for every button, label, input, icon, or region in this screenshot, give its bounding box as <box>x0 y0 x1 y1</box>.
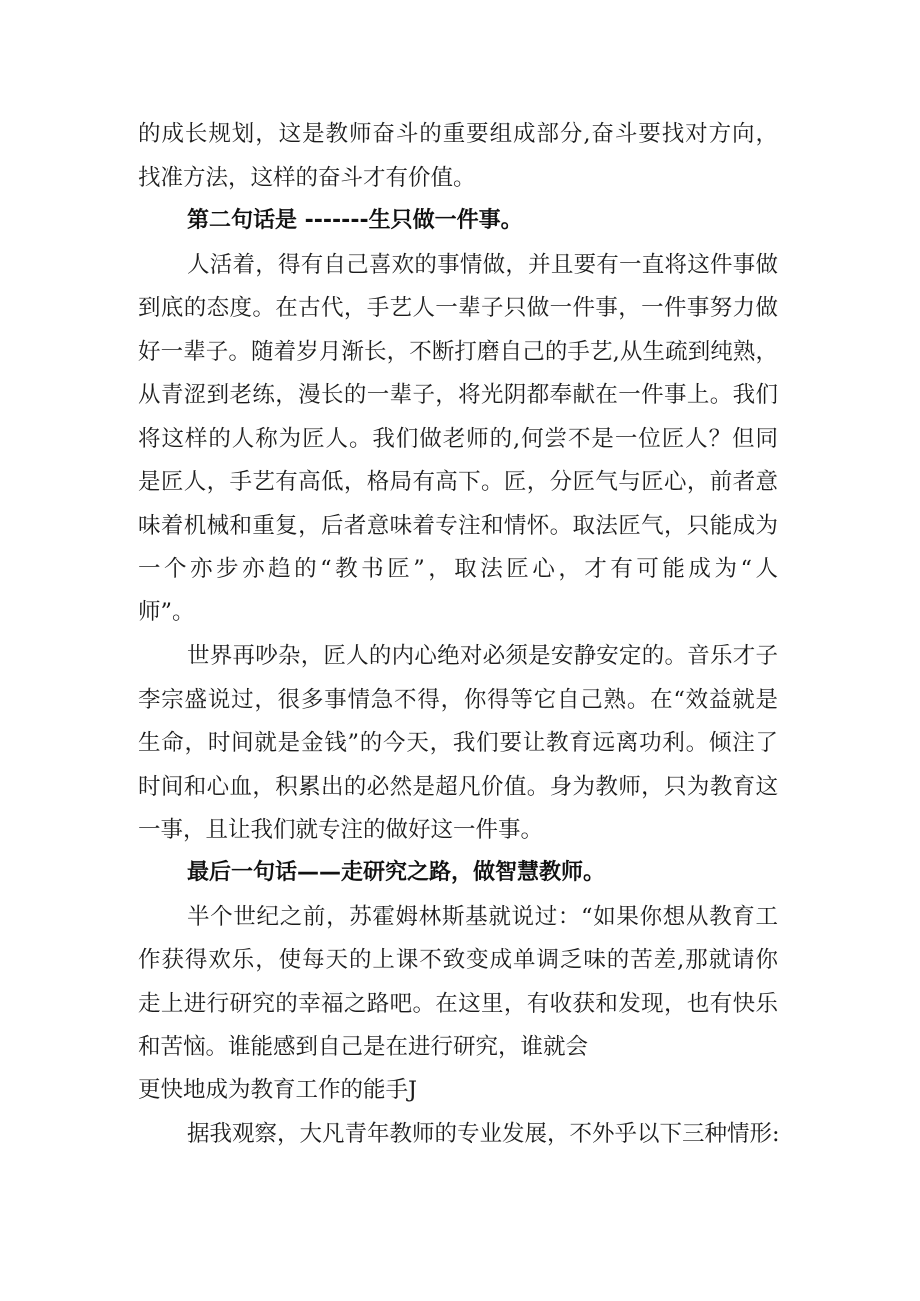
paragraph-line: 据我观察，大凡青年教师的专业发展，不外乎以下三种情形: <box>187 1121 780 1147</box>
paragraph-line: 从青涩到老练，漫长的一辈子，将光阴都奉献在一件事上。我们 <box>138 382 778 408</box>
paragraph-line: 将这样的人称为匠人。我们做老师的,何尝不是一位匠人？但同 <box>138 426 778 452</box>
paragraph-line: 世界再吵杂，匠人的内心绝对必须是安静安定的。音乐才子 <box>187 643 778 669</box>
paragraph-line: 一个亦步亦趋的“教书匠”，取法匠心，才有可能成为“人 <box>138 556 778 582</box>
paragraph-line: 是匠人，手艺有高低，格局有高下。匠，分匠气与匠心，前者意 <box>138 469 778 495</box>
paragraph-line: 到底的态度。在古代，手艺人一辈子只做一件事，一件事努力做 <box>138 295 778 321</box>
paragraph-line: 李宗盛说过，很多事情急不得，你得等它自己熟。在“效益就是 <box>138 687 778 713</box>
paragraph-line: 味着机械和重复，后者意味着专注和情怀。取法匠气，只能成为 <box>138 513 778 539</box>
paragraph-line: 和苦恼。谁能感到自己是在进行研究，谁就会 <box>138 1034 589 1060</box>
paragraph-line: 半个世纪之前，苏霍姆林斯基就说过：“如果你想从教育工 <box>187 904 778 930</box>
paragraph-line: 找准方法，这样的奋斗才有价值。 <box>138 165 476 191</box>
paragraph-line: 人活着，得有自己喜欢的事情做，并且要有一直将这件事做 <box>187 252 778 278</box>
paragraph-line: 师”。 <box>138 599 195 625</box>
paragraph-line: 好一辈子。随着岁月渐长，不断打磨自己的手艺,从生疏到纯熟， <box>138 339 778 365</box>
paragraph-line: 的成长规划，这是教师奋斗的重要组成部分,奋斗要找对方向， <box>138 121 778 147</box>
paragraph-line: 更快地成为教育工作的能手J <box>138 1077 418 1103</box>
paragraph-line: 走上进行研究的幸福之路吧。在这里，有收获和发现，也有快乐 <box>138 991 778 1017</box>
paragraph-line: 生命，时间就是金钱”的今天，我们要让教育远离功利。倾注了 <box>138 730 778 756</box>
paragraph-line: 一事，且让我们就专注的做好这一件事。 <box>138 817 544 843</box>
section-heading-final-sentence: 最后一句话——走研究之路，做智慧教师。 <box>187 860 606 885</box>
paragraph-line: 时间和心血，积累出的必然是超凡价值。身为教师，只为教育这 <box>138 774 778 800</box>
section-heading-second-sentence: 第二句话是 -------生只做一件事。 <box>187 208 523 233</box>
paragraph-line: 作获得欢乐，使每天的上课不致变成单调乏味的苦差,那就请你 <box>138 947 778 973</box>
